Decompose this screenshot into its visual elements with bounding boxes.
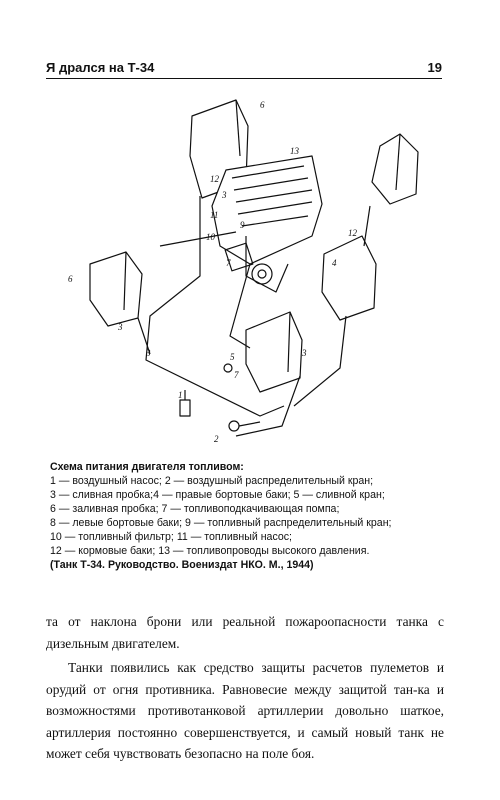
callout-label: 3 — [118, 322, 123, 332]
caption-line: 6 — заливная пробка; 7 — топливоподкачивающая помпа; — [50, 503, 340, 515]
drain-valve — [224, 364, 232, 372]
callout-label: 10 — [206, 232, 215, 242]
rear-tank-right — [372, 134, 418, 204]
callout-label: 6 — [68, 274, 73, 284]
caption-line: 1 — воздушный насос; 2 — воздушный распределительный кран; — [50, 475, 374, 487]
callout-label: 2 — [214, 434, 219, 444]
left-side-tank — [90, 252, 142, 326]
callout-label: 3 — [302, 348, 307, 358]
page-number: 19 — [427, 60, 442, 75]
caption-line: 10 — топливный фильтр; 11 — топливный насос; — [50, 531, 292, 543]
engine-block — [212, 156, 322, 292]
book-title: Я дрался на Т-34 — [46, 60, 155, 75]
running-header — [46, 56, 442, 79]
caption-title: Схема питания двигателя топливом: — [50, 461, 244, 473]
caption-line: 8 — левые бортовые баки; 9 — топливный распределительный кран; — [50, 517, 392, 529]
paragraph: та от наклона брони или реальной пожароопасности танка с дизельным двигателем. — [46, 614, 444, 651]
caption-line: 3 — сливная пробка;4 — правые бортовые баки; 5 — сливной кран; — [50, 489, 385, 501]
callout-label: 5 — [230, 352, 235, 362]
callout-label: 12 — [210, 174, 219, 184]
caption-source: (Танк Т-34. Руководство. Воениздат НКО. М., 1944) — [50, 559, 314, 571]
right-front-tank — [246, 312, 302, 392]
callout-label: 9 — [240, 220, 245, 230]
diagram-drawing — [50, 86, 442, 458]
callout-label: 1 — [178, 390, 183, 400]
right-side-tank — [322, 236, 376, 320]
callout-label: 3 — [222, 190, 227, 200]
callout-label: 7 — [234, 370, 239, 380]
callout-label: 11 — [210, 210, 219, 220]
callout-label: 6 — [260, 100, 265, 110]
callout-label: 4 — [332, 258, 337, 268]
callout-label: 12 — [348, 228, 357, 238]
paragraph: Танки появились как средство защиты расчетов пулеметов и орудий от огня противника. Равновесие между защитой тан-ка и возможностями противотанковой артиллерии довольно шаткое, артиллерия постоянно совершенствуется, и самый новый танк не может себя чувствовать безопасно на поле боя. — [46, 660, 444, 761]
distribution-valve — [229, 421, 260, 431]
body-text — [46, 611, 444, 765]
callout-label: 7 — [226, 258, 231, 268]
callout-label: 13 — [290, 146, 299, 156]
figure-caption — [50, 460, 446, 572]
fuel-system-diagram — [50, 86, 442, 458]
callout-label: 3 — [146, 348, 151, 358]
caption-line: 12 — кормовые баки; 13 — топливопроводы высокого давления. — [50, 545, 370, 557]
